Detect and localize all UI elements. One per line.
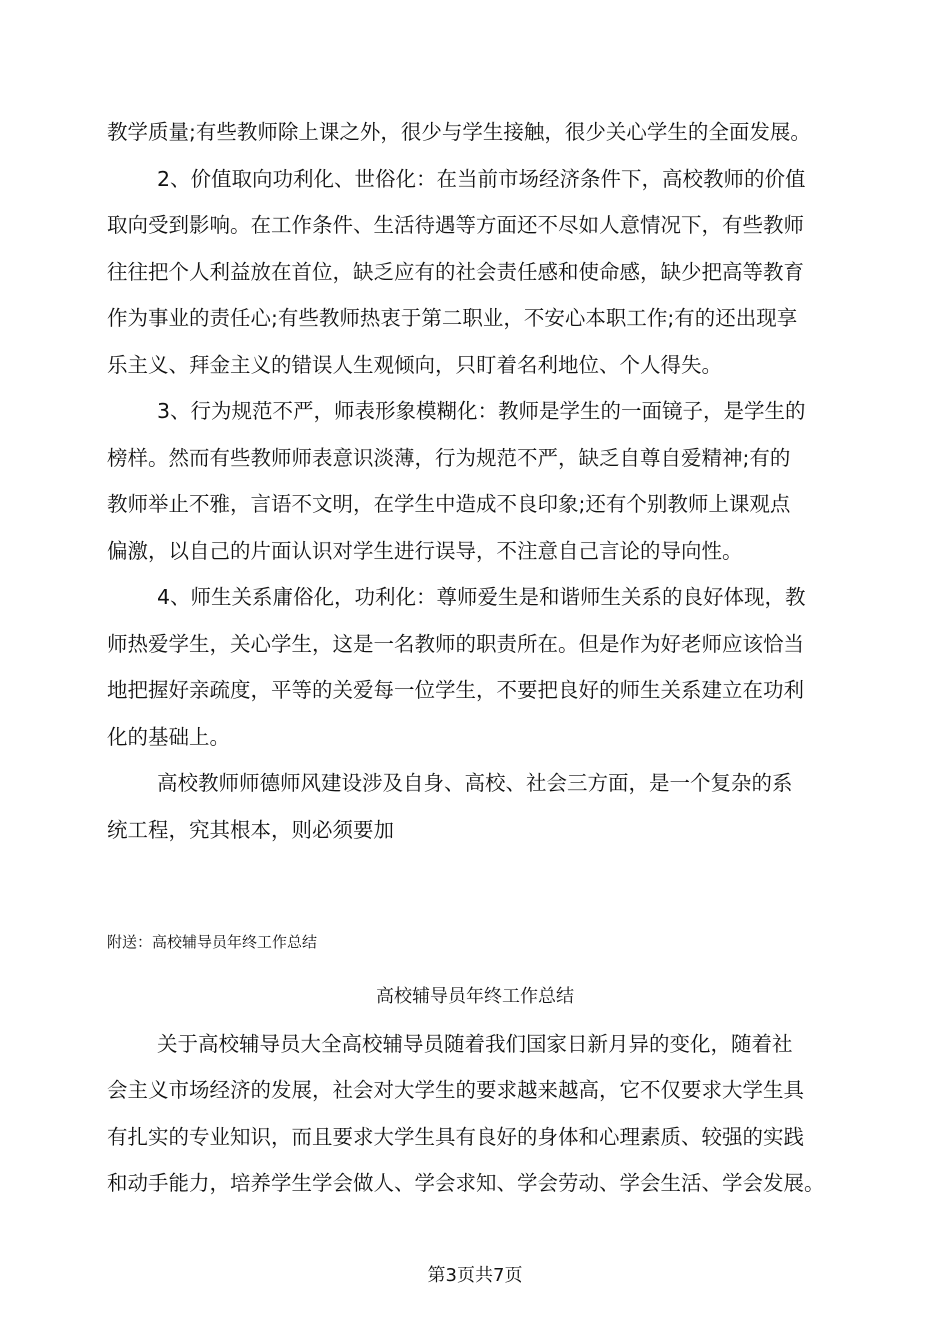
section-title: 高校辅导员年终工作总结 bbox=[376, 986, 574, 1007]
body-line: 统工程，究其根本，则必须要加 bbox=[107, 818, 394, 842]
body-line: 榜样。然而有些教师师表意识淡薄，行为规范不严，缺乏自尊自爱精神;有的 bbox=[107, 446, 791, 470]
attachment-label: 附送：高校辅导员年终工作总结 bbox=[107, 933, 318, 951]
body-line: 4、师生关系庸俗化，功利化：尊师爱生是和谐师生关系的良好体现，教 bbox=[157, 585, 806, 609]
body-line: 2、价值取向功利化、世俗化：在当前市场经济条件下，高校教师的价值 bbox=[157, 167, 806, 191]
body-line: 地把握好亲疏度，平等的关爱每一位学生，不要把良好的师生关系建立在功利 bbox=[107, 678, 804, 702]
body-line: 化的基础上。 bbox=[107, 725, 230, 749]
body-line: 教师举止不雅，言语不文明，在学生中造成不良印象;还有个别教师上课观点 bbox=[107, 492, 791, 516]
body-line: 师热爱学生，关心学生，这是一名教师的职责所在。但是作为好老师应该恰当 bbox=[107, 632, 804, 656]
body-line: 作为事业的责任心;有些教师热衷于第二职业，不安心本职工作;有的还出现享 bbox=[107, 306, 798, 330]
body-line: 教学质量;有些教师除上课之外，很少与学生接触，很少关心学生的全面发展。 bbox=[107, 120, 811, 144]
section-line: 有扎实的专业知识，而且要求大学生具有良好的身体和心理素质、较强的实践 bbox=[107, 1125, 804, 1149]
body-line: 乐主义、拜金主义的错误人生观倾向，只盯着名利地位、个人得失。 bbox=[107, 353, 722, 377]
body-line: 往往把个人利益放在首位，缺乏应有的社会责任感和使命感，缺少把高等教育 bbox=[107, 260, 804, 284]
body-line: 3、行为规范不严，师表形象模糊化：教师是学生的一面镜子，是学生的 bbox=[157, 399, 806, 423]
body-line: 高校教师师德师风建设涉及自身、高校、社会三方面，是一个复杂的系 bbox=[157, 771, 793, 795]
body-line: 取向受到影响。在工作条件、生活待遇等方面还不尽如人意情况下，有些教师 bbox=[107, 213, 804, 237]
page-number-footer: 第3页共7页 bbox=[427, 1265, 523, 1286]
body-line: 偏激，以自己的片面认识对学生进行误导，不注意自己言论的导向性。 bbox=[107, 539, 743, 563]
section-line: 会主义市场经济的发展，社会对大学生的要求越来越高，它不仅要求大学生具 bbox=[107, 1078, 804, 1102]
section-line: 和动手能力，培养学生学会做人、学会求知、学会劳动、学会生活、学会发展。 bbox=[107, 1171, 825, 1195]
section-line: 关于高校辅导员大全高校辅导员随着我们国家日新月异的变化，随着社 bbox=[157, 1032, 793, 1056]
